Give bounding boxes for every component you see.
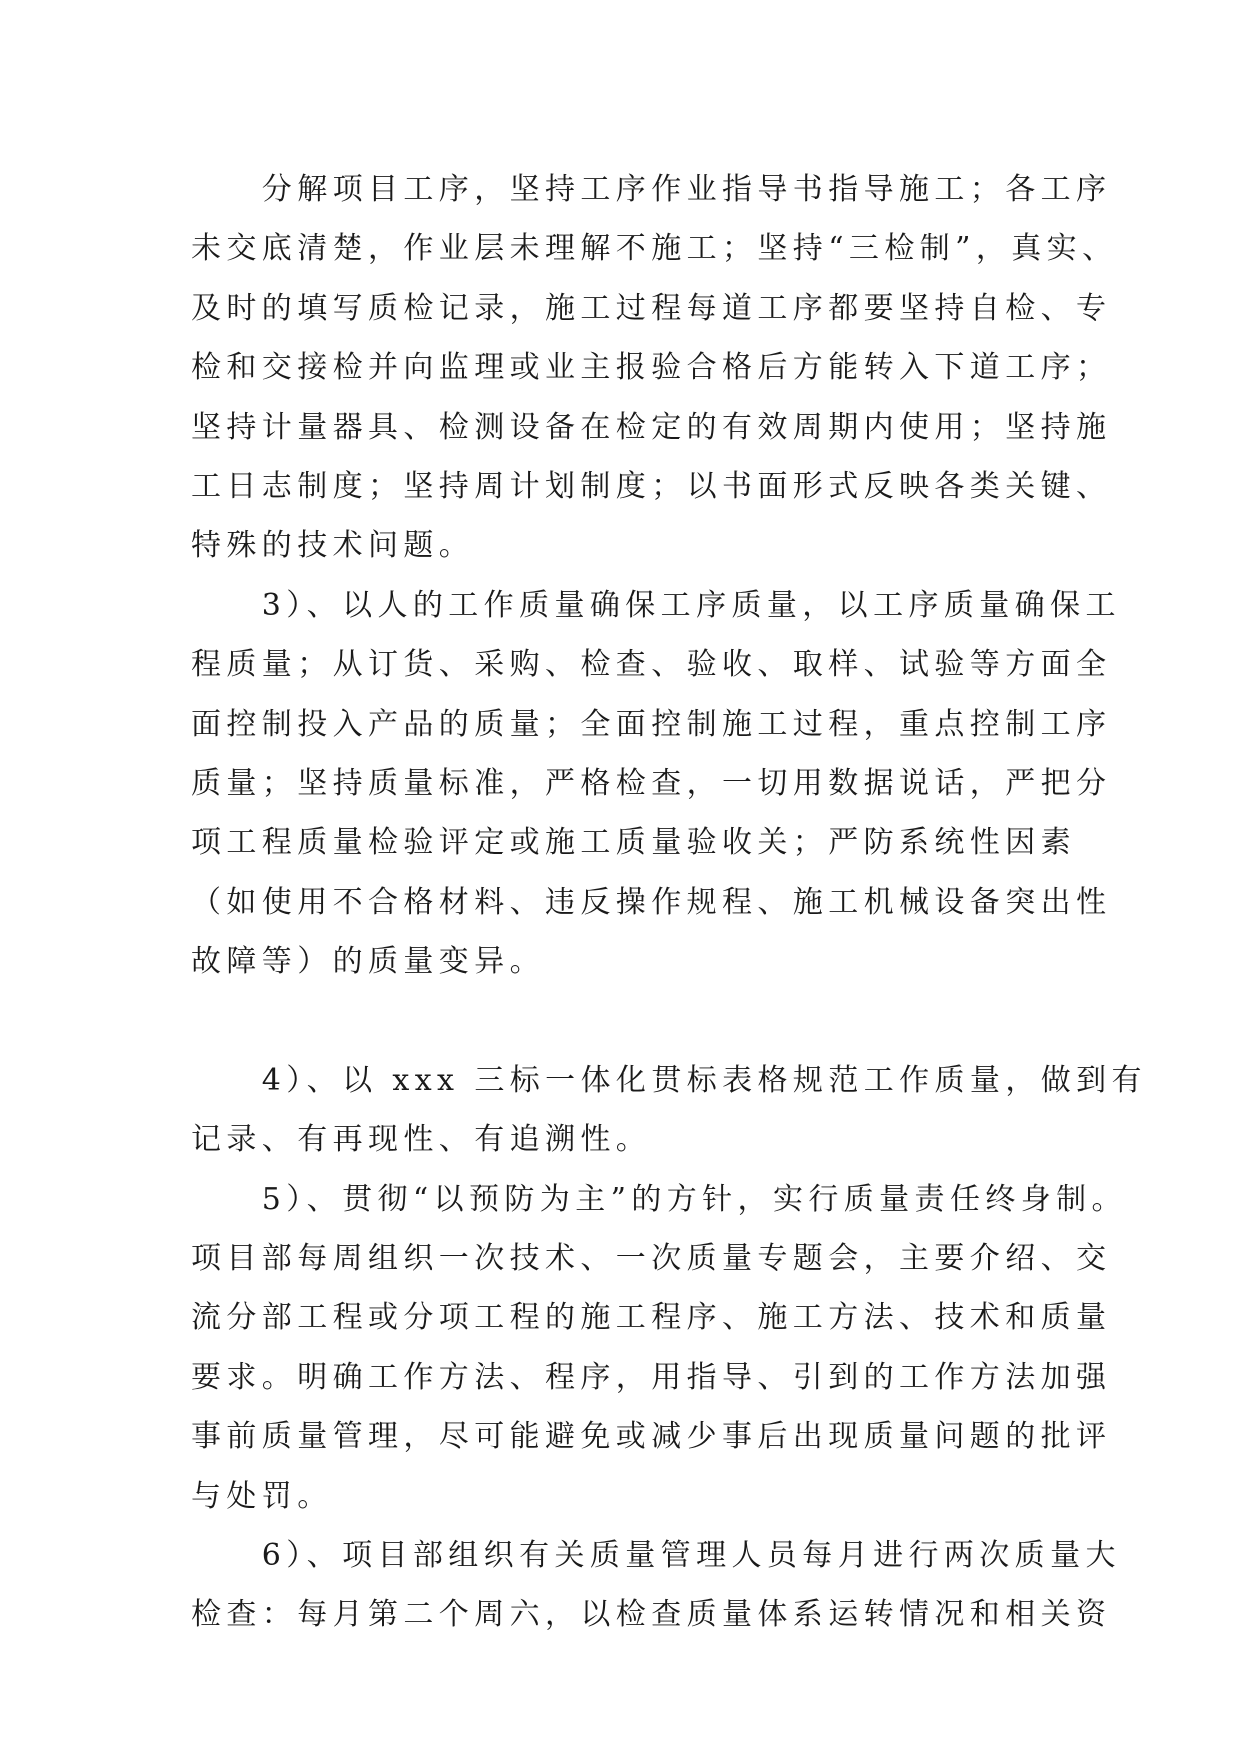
text-line: 检查：每月第二个周六，以检查质量体系运转情况和相关资: [191, 1597, 1112, 1633]
text-line: 4）、以 xxx 三标一体化贯标表格规范工作质量，做到有: [191, 1062, 1147, 1098]
paragraph-1: [191, 160, 1118, 576]
text-line: 5）、贯彻“以预防为主”的方针，实行质量责任终身制。: [191, 1181, 1127, 1217]
text-line: 及时的填写质检记录，施工过程每道工序都要坚持自检、专: [191, 290, 1112, 326]
text-line: 6）、项目部组织有关质量管理人员每月进行两次质量大: [191, 1537, 1121, 1573]
paragraph-2: [191, 576, 1121, 1051]
text-line: 质量；坚持质量标准，严格检查，一切用数据说话，严把分: [191, 765, 1112, 801]
text-line: 坚持计量器具、检测设备在检定的有效周期内使用；坚持施: [191, 409, 1112, 445]
text-line: 项目部每周组织一次技术、一次质量专题会，主要介绍、交: [191, 1241, 1112, 1277]
text-line: 特殊的技术问题。: [191, 528, 475, 564]
text-line: 要求。明确工作方法、程序，用指导、引到的工作方法加强: [191, 1359, 1112, 1395]
text-line: 与处罚。: [191, 1478, 333, 1514]
text-line: 记录、有再现性、有追溯性。: [191, 1122, 652, 1158]
text-line: [191, 991, 1059, 1050]
paragraph-3: [191, 1051, 1147, 1170]
text-line: 故障等）的质量变异。: [191, 944, 545, 980]
text-line: 分解项目工序，坚持工序作业指导书指导施工；各工序: [191, 172, 1112, 207]
text-line: 未交底清楚，作业层未理解不施工；坚持“三检制”，真实、: [191, 231, 1118, 267]
text-line: 程质量；从订货、采购、检查、验收、取样、试验等方面全: [191, 647, 1112, 683]
text-line: 项工程质量检验评定或施工质量验收关；严防系统性因素: [191, 825, 1076, 861]
text-line: （如使用不合格材料、违反操作规程、施工机械设备突出性: [191, 884, 1112, 920]
text-line: 事前质量管理，尽可能避免或减少事后出现质量问题的批评: [191, 1419, 1112, 1455]
text-line: 3）、以人的工作质量确保工序质量，以工序质量确保工: [191, 587, 1121, 623]
text-line: 流分部工程或分项工程的施工程序、施工方法、技术和质量: [191, 1300, 1112, 1336]
paragraph-5: [191, 1526, 1121, 1645]
text-line: 面控制投入产品的质量；全面控制施工过程，重点控制工序: [191, 706, 1112, 742]
text-line: 检和交接检并向监理或业主报验合格后方能转入下道工序；: [191, 350, 1112, 386]
text-line: 工日志制度；坚持周计划制度；以书面形式反映各类关键、: [191, 468, 1112, 504]
body-text: [191, 160, 1147, 1645]
paragraph-4: [191, 1170, 1127, 1526]
